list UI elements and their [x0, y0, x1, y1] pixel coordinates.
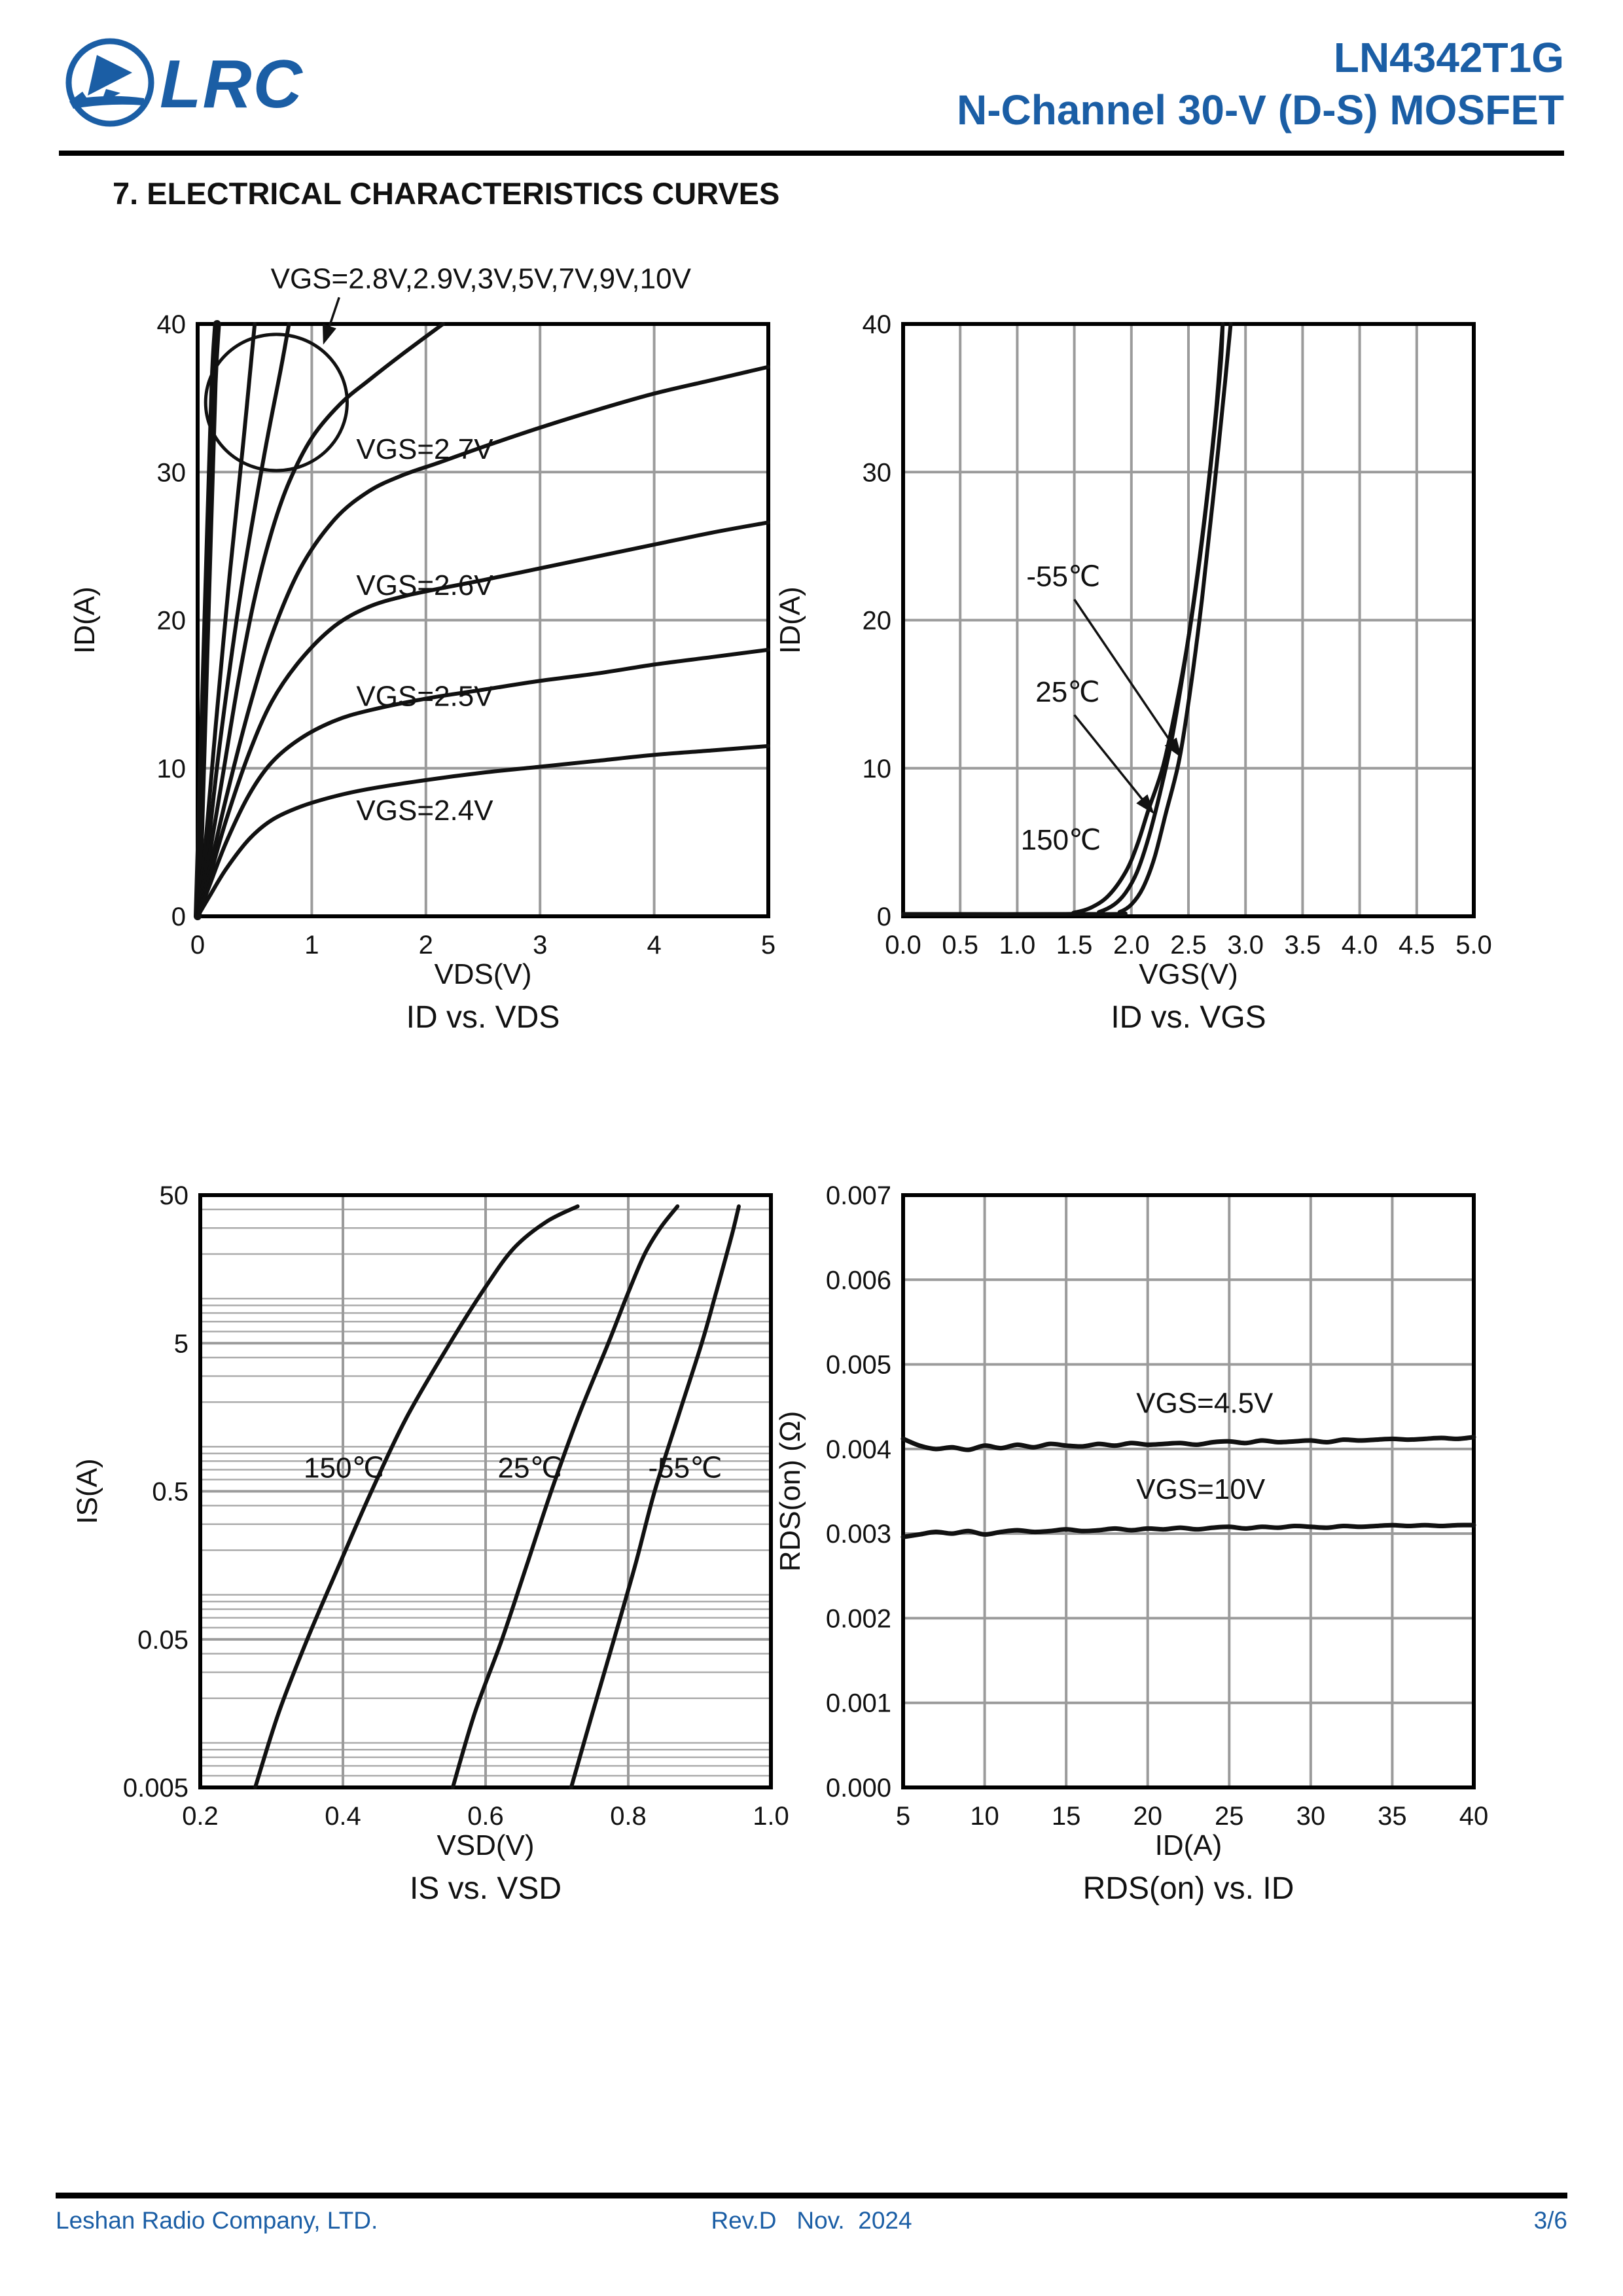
doc-subtitle: N-Channel 30-V (D-S) MOSFET — [956, 86, 1564, 134]
y-tick-label: 0.005 — [122, 1774, 188, 1803]
chart-title: RDS(on) vs. ID — [1082, 1871, 1294, 1906]
series-VGS=2.4V — [198, 746, 768, 916]
footer-page-number: 3/6 — [1533, 2207, 1567, 2234]
y-tick-label: 0.007 — [825, 1181, 891, 1210]
x-axis-label: ID(A) — [1154, 1829, 1222, 1861]
x-tick-label: 40 — [1459, 1802, 1489, 1831]
header-title-block — [957, 31, 1564, 136]
curve-label: VGS=2.7V — [356, 433, 493, 465]
x-tick-label: 3.0 — [1227, 931, 1264, 960]
curve-label: -55℃ — [648, 1452, 722, 1484]
y-tick-label: 0.004 — [825, 1435, 891, 1464]
y-tick-label: 0.003 — [825, 1520, 891, 1549]
x-tick-label: 0 — [190, 931, 205, 960]
chart-svg-is-vs-vsd — [63, 1136, 835, 1935]
x-axis-label: VSD(V) — [437, 1829, 535, 1861]
header-rule — [59, 151, 1564, 156]
chart-id-vs-vds — [60, 265, 832, 1064]
footer-company: Leshan Radio Company, LTD. — [56, 2207, 378, 2234]
x-tick-label: 2 — [418, 931, 433, 960]
x-tick-label: 4.5 — [1398, 931, 1435, 960]
y-axis-label: ID(A) — [774, 586, 806, 654]
y-axis-label: IS(A) — [71, 1458, 103, 1524]
y-tick-label: 0.000 — [825, 1774, 891, 1803]
y-axis-label: ID(A) — [69, 586, 101, 654]
y-tick-label: 10 — [862, 754, 891, 783]
y-tick-label: 0 — [171, 903, 186, 931]
y-tick-label: 0.001 — [825, 1689, 891, 1718]
y-tick-label: 10 — [156, 754, 186, 783]
x-tick-label: 5.0 — [1455, 931, 1492, 960]
lrc-logo — [63, 35, 325, 134]
y-tick-label: 30 — [862, 458, 891, 488]
x-tick-label: 4 — [647, 931, 662, 960]
footer-revision: Rev.D Nov. 2024 — [711, 2207, 912, 2234]
y-tick-label: 20 — [862, 606, 891, 636]
curve-label: VGS=10V — [1136, 1473, 1266, 1506]
x-tick-label: 3 — [533, 931, 548, 960]
x-tick-label: 0.2 — [182, 1802, 219, 1831]
x-tick-label: 2.5 — [1170, 931, 1207, 960]
curve-label: VGS=2.5V — [356, 680, 493, 713]
curve-label: VGS=2.8V,2.9V,3V,5V,7V,9V,10V — [270, 265, 691, 295]
footer-rule — [56, 2193, 1567, 2198]
x-tick-label: 3.5 — [1284, 931, 1321, 960]
x-tick-label: 20 — [1133, 1802, 1162, 1831]
chart-id-vs-vgs — [766, 265, 1538, 1064]
x-tick-label: 30 — [1296, 1802, 1326, 1831]
series-VGS=10V — [903, 1525, 1474, 1537]
x-tick-label: 15 — [1051, 1802, 1081, 1831]
series--55℃ — [571, 1206, 739, 1787]
y-tick-label: 40 — [156, 310, 186, 339]
x-tick-label: 0.6 — [467, 1802, 504, 1831]
x-tick-label: 5 — [895, 1802, 911, 1831]
series-150℃ — [255, 1206, 578, 1787]
x-tick-label: 10 — [970, 1802, 999, 1831]
curve-label: VGS=4.5V — [1136, 1387, 1274, 1420]
curve-label: 25℃ — [497, 1452, 562, 1484]
y-tick-label: 0.005 — [825, 1350, 891, 1380]
y-tick-label: 0.5 — [152, 1477, 188, 1507]
annotation-arrowhead-icon — [323, 324, 336, 345]
curve-label: 25℃ — [1035, 675, 1100, 708]
section-title: 7. ELECTRICAL CHARACTERISTICS CURVES — [113, 176, 780, 211]
chart-title: ID vs. VDS — [406, 1000, 560, 1035]
chart-rdson-vs-id — [766, 1136, 1538, 1935]
chart-is-vs-vsd — [63, 1136, 835, 1935]
y-tick-label: 30 — [156, 458, 186, 488]
x-tick-label: 2.0 — [1113, 931, 1150, 960]
y-tick-label: 0.002 — [825, 1604, 891, 1634]
curve-label: VGS=2.6V — [356, 569, 493, 602]
logo-text: LRC — [160, 46, 304, 122]
y-tick-label: 20 — [156, 606, 186, 636]
x-tick-label: 1.5 — [1056, 931, 1093, 960]
chart-title: ID vs. VGS — [1111, 1000, 1266, 1035]
curve-label: VGS=2.4V — [356, 794, 493, 827]
annotation-arrow-line — [1075, 715, 1147, 805]
chart-svg-id-vs-vgs — [766, 265, 1538, 1064]
x-tick-label: 35 — [1378, 1802, 1407, 1831]
y-tick-label: 0.05 — [137, 1625, 188, 1655]
x-tick-label: 5 — [760, 931, 776, 960]
x-tick-label: 0.4 — [325, 1802, 361, 1831]
x-tick-label: 0.0 — [885, 931, 921, 960]
y-tick-label: 0 — [876, 903, 891, 931]
chart-title: IS vs. VSD — [409, 1871, 562, 1906]
part-number: LN4342T1G — [1333, 34, 1564, 81]
chart-svg-id-vs-vds — [60, 265, 832, 1064]
curve-label: 150℃ — [304, 1452, 384, 1484]
x-tick-label: 1.0 — [999, 931, 1036, 960]
x-axis-label: VGS(V) — [1139, 958, 1238, 990]
x-tick-label: 4.0 — [1341, 931, 1378, 960]
y-tick-label: 0.006 — [825, 1266, 891, 1295]
annotation-arrow-line — [1075, 600, 1175, 748]
y-tick-label: 50 — [159, 1181, 188, 1210]
x-tick-label: 1 — [304, 931, 319, 960]
chart-svg-rdson-vs-id — [766, 1136, 1538, 1935]
y-axis-label: RDS(on) (Ω) — [774, 1410, 806, 1572]
curve-label: -55℃ — [1026, 560, 1101, 593]
x-tick-label: 1.0 — [753, 1802, 789, 1831]
curve-label: 150℃ — [1020, 824, 1101, 857]
y-tick-label: 5 — [173, 1329, 188, 1359]
x-tick-label: 0.8 — [610, 1802, 647, 1831]
y-tick-label: 40 — [862, 310, 891, 339]
x-tick-label: 0.5 — [942, 931, 979, 960]
annotation-ellipse — [205, 334, 347, 471]
logo-pennant-icon — [88, 55, 132, 96]
x-axis-label: VDS(V) — [434, 958, 532, 990]
x-tick-label: 25 — [1215, 1802, 1244, 1831]
